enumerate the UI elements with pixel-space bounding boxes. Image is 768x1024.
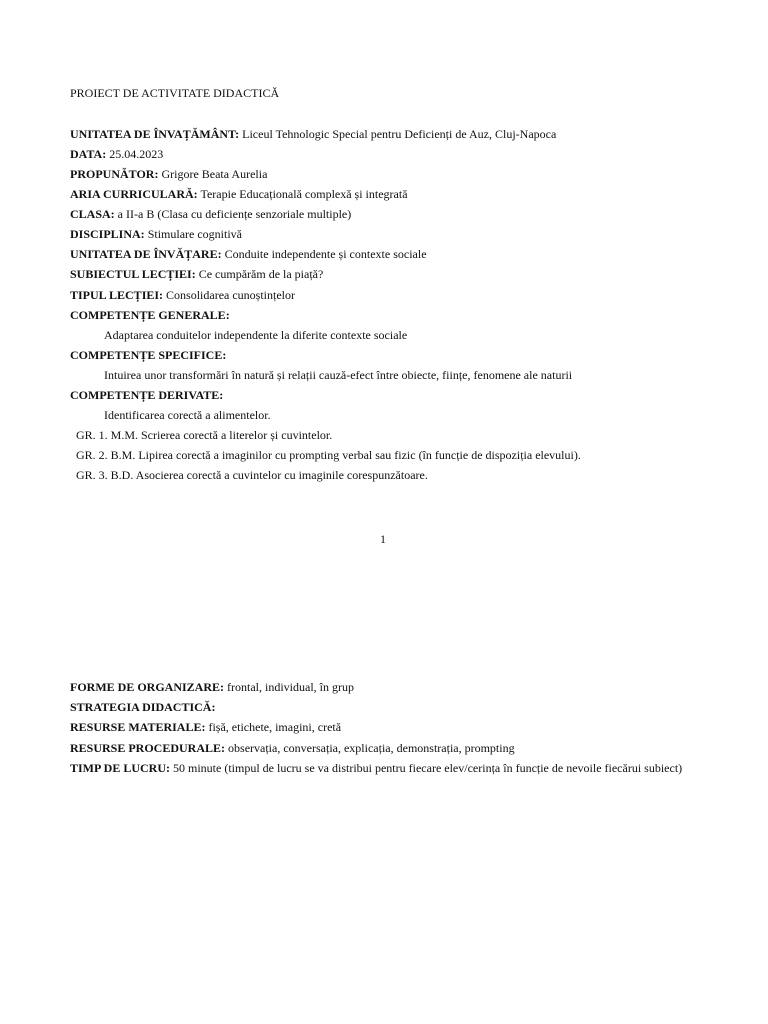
competente-specifice-heading: [70, 348, 226, 362]
field-value: fișă, etichete, imagini, cretă: [208, 720, 342, 734]
field-value: frontal, individual, în grup: [227, 680, 354, 694]
field-value: Consolidarea cunoștințelor: [166, 288, 296, 302]
field-data: [70, 147, 163, 161]
field-value: Ce cumpărăm de la piață?: [198, 267, 324, 281]
field-label: TIPUL LECȚIEI:: [70, 288, 164, 302]
field-value: Liceul Tehnologic Special pentru Deficienți de Auz, Cluj-Napoca: [242, 127, 557, 141]
group-item-3: GR. 3. B.D. Asocierea corectă a cuvintelor cu imaginile corespunzătoare.: [76, 468, 428, 482]
competente-derivate-heading: [70, 388, 223, 402]
competente-generale-heading: [70, 308, 230, 322]
field-value: observația, conversația, explicația, demonstrația, prompting: [228, 741, 515, 755]
field-propunator: [70, 167, 267, 181]
field-value: 50 minute (timpul de lucru se va distribui pentru fiecare elev/cerința în funcție de nevoile fiecărui subiect): [173, 761, 683, 775]
field-label: SUBIECTUL LECȚIEI:: [70, 267, 196, 281]
field-label: CLASA:: [70, 207, 115, 221]
field-subiectul-lectiei: [70, 267, 323, 281]
field-label: DISCIPLINA:: [70, 227, 145, 241]
field-label: FORME DE ORGANIZARE:: [70, 680, 225, 694]
field-label: STRATEGIA DIDACTICĂ:: [70, 700, 216, 714]
group-item-1: GR. 1. M.M. Scrierea corectă a literelor și cuvintelor.: [76, 428, 333, 442]
section-label: COMPETENȚE SPECIFICE:: [70, 348, 227, 362]
field-aria-curriculara: [70, 187, 408, 201]
field-label: PROPUNĂTOR:: [70, 167, 159, 181]
field-label: RESURSE MATERIALE:: [70, 720, 206, 734]
field-clasa: [70, 207, 351, 221]
field-value: a II-a B (Clasa cu deficiențe senzoriale multiple): [117, 207, 352, 221]
competente-specifice-text: Intuirea unor transformări în natură și relații cauză-efect între obiecte, ființe, fenomene ale naturii: [104, 368, 573, 382]
field-value: 25.04.2023: [109, 147, 164, 161]
document-title: PROIECT DE ACTIVITATE DIDACTICĂ: [70, 86, 280, 100]
field-tipul-lectiei: [70, 288, 295, 302]
field-disciplina: [70, 227, 242, 241]
section-label: COMPETENȚE DERIVATE:: [70, 388, 224, 402]
section-label: COMPETENȚE GENERALE:: [70, 308, 230, 322]
field-timp-de-lucru: [70, 761, 682, 775]
field-value: Grigore Beata Aurelia: [161, 167, 268, 181]
field-resurse-procedurale: [70, 741, 515, 755]
field-label: ARIA CURRICULARĂ:: [70, 187, 198, 201]
field-forme-organizare: [70, 680, 354, 694]
field-label: UNITATEA DE ÎNVĂȚARE:: [70, 247, 222, 261]
field-unitatea-invatare: [70, 247, 427, 261]
field-resurse-materiale-row: [70, 720, 341, 734]
field-label: UNITATEA DE ÎNVAȚĂMÂNT:: [70, 127, 240, 141]
field-strategia-didactica: [70, 700, 215, 714]
page-number: 1: [380, 532, 386, 546]
field-unitatea-invatamant: [70, 127, 556, 141]
competente-generale-text: Adaptarea conduitelor independente la diferite contexte sociale: [104, 328, 408, 342]
field-label: DATA:: [70, 147, 107, 161]
group-item-2: GR. 2. B.M. Lipirea corectă a imaginilor cu prompting verbal sau fizic (în funcție de dispoziția elevului).: [76, 448, 581, 462]
field-label: TIMP DE LUCRU:: [70, 761, 171, 775]
field-label: RESURSE PROCEDURALE:: [70, 741, 226, 755]
competente-derivate-text: Identificarea corectă a alimentelor.: [104, 408, 271, 422]
field-value: Stimulare cognitivă: [147, 227, 242, 241]
field-value: Terapie Educațională complexă și integrată: [200, 187, 408, 201]
field-value: Conduite independente și contexte sociale: [224, 247, 427, 261]
